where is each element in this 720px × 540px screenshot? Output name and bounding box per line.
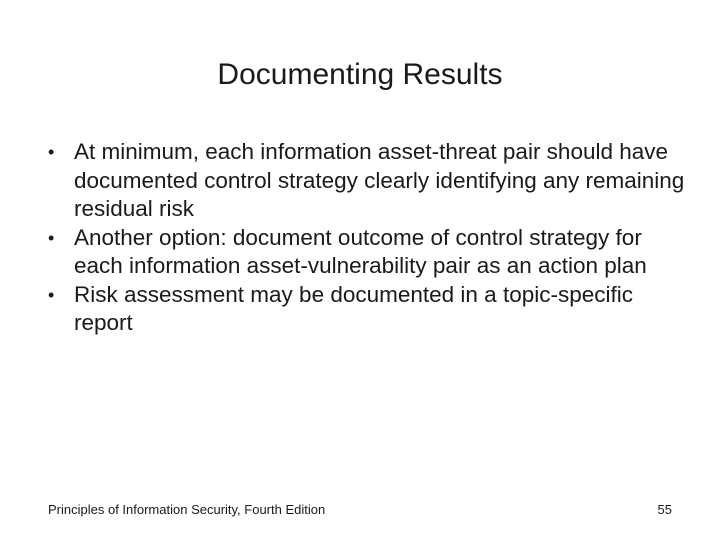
bullet-item bbox=[48, 138, 688, 224]
bullet-marker: • bbox=[48, 284, 55, 305]
slide-title: Documenting Results bbox=[217, 58, 503, 91]
bullet-text: Another option: document outcome of control strategy for each information asset-vulnerability pair as an action plan bbox=[74, 224, 647, 278]
bullet-marker: • bbox=[48, 142, 55, 162]
footer-text: Principles of Information Security, Fourth Edition bbox=[48, 502, 326, 517]
bullet-list bbox=[48, 138, 688, 338]
bullet-marker: • bbox=[48, 227, 55, 248]
bullet-item bbox=[48, 224, 688, 281]
bullet-item bbox=[48, 281, 688, 338]
bullet-text: At minimum, each information asset-threat pair should have documented control strategy clearly identifying any remaining residual risk bbox=[74, 139, 685, 221]
page-number: 55 bbox=[657, 502, 672, 517]
bullet-text: Risk assessment may be documented in a topic-specific report bbox=[74, 281, 633, 335]
